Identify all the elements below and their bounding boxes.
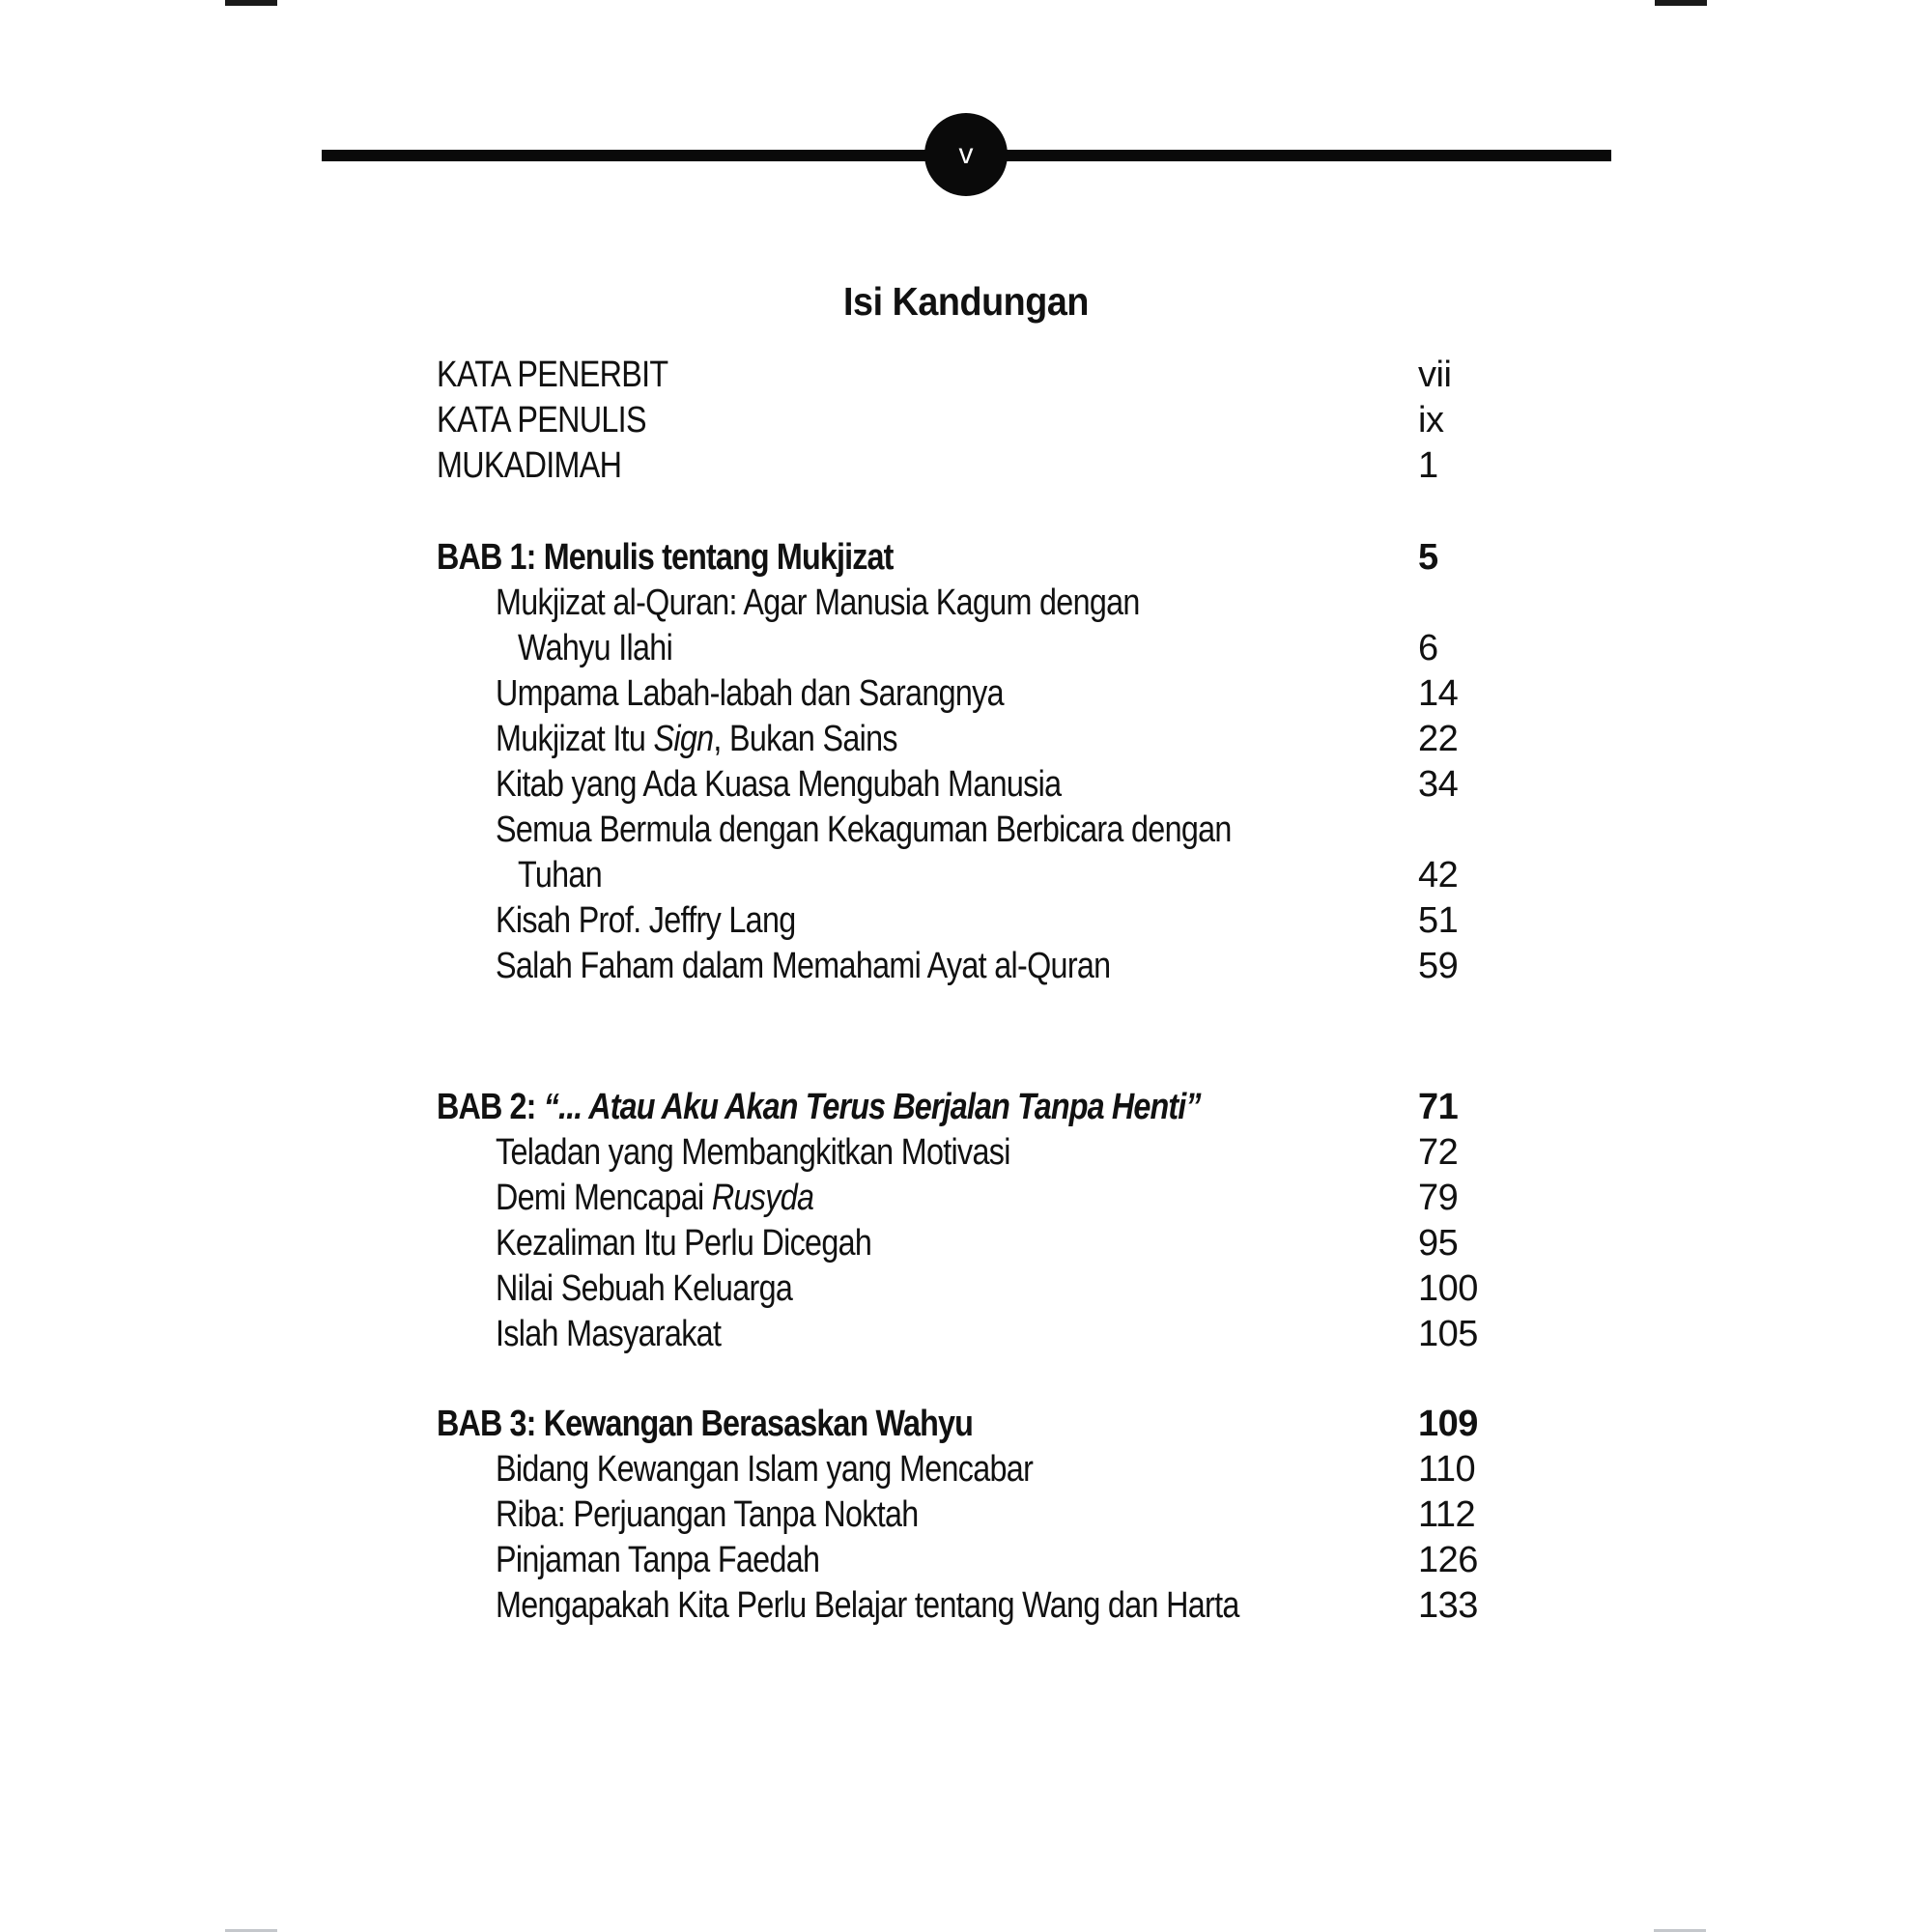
page-edge-mark-top-left xyxy=(225,0,277,6)
toc-entry xyxy=(437,1447,1577,1492)
toc-entry-text: Salah Faham dalam Memahami Ayat al-Quran xyxy=(496,946,1111,986)
toc-entry xyxy=(437,581,1577,626)
toc-entry xyxy=(437,671,1577,717)
chapter-block xyxy=(437,1085,1577,1357)
toc-page-number: 112 xyxy=(1418,1494,1476,1535)
toc-entry-text: BAB 1: Menulis tentang Mukjizat xyxy=(437,537,894,578)
front-matter-section xyxy=(437,353,1577,489)
toc-page-number: 105 xyxy=(1418,1314,1478,1354)
chapter-heading xyxy=(437,535,1577,581)
page-number-badge xyxy=(924,113,1008,196)
toc-entry xyxy=(437,898,1577,944)
toc-page-number: 42 xyxy=(1418,855,1459,895)
toc-page-number: 110 xyxy=(1418,1449,1476,1490)
toc-entry-text: Rusyda xyxy=(711,1178,814,1218)
toc-entry-text: , Bukan Sains xyxy=(713,719,897,759)
toc-entry xyxy=(437,944,1577,989)
toc-entry-text: Pinjaman Tanpa Faedah xyxy=(496,1540,820,1580)
toc-entry xyxy=(437,1538,1577,1583)
toc-entry xyxy=(437,1130,1577,1176)
toc-entry-text: BAB 3: Kewangan Berasaskan Wahyu xyxy=(437,1404,973,1444)
toc-entry-text: “... Atau Aku Akan Terus Berjalan Tanpa Henti” xyxy=(543,1087,1201,1127)
toc-page-number: 34 xyxy=(1418,764,1459,805)
toc-entry-text: KATA PENULIS xyxy=(437,400,646,440)
toc-entry-text: Tuhan xyxy=(518,855,602,895)
toc-entry xyxy=(437,808,1577,853)
toc-entry xyxy=(437,1492,1577,1538)
toc-page-number: 51 xyxy=(1418,900,1459,941)
toc-entry xyxy=(437,1266,1577,1312)
toc-entry-text: Demi Mencapai xyxy=(496,1178,712,1218)
page-title: Isi Kandungan xyxy=(843,279,1089,325)
toc-page-number: 109 xyxy=(1418,1404,1478,1444)
toc-entry-text: Mengapakah Kita Perlu Belajar tentang Wang dan Harta xyxy=(496,1585,1239,1626)
toc-entry-text: Mukjizat Itu xyxy=(496,719,654,759)
toc-list xyxy=(437,353,1577,1629)
toc-entry xyxy=(437,853,1577,898)
page-edge-mark-top-right xyxy=(1655,0,1707,6)
toc-page-number: 100 xyxy=(1418,1268,1478,1309)
toc-entry xyxy=(437,1176,1577,1221)
toc-entry-text: Wahyu Ilahi xyxy=(518,628,673,668)
toc-page-number: 22 xyxy=(1418,719,1459,759)
toc-entry xyxy=(437,1312,1577,1357)
toc-entry-text: Islah Masyarakat xyxy=(496,1314,722,1354)
toc-entry-text: Umpama Labah-labah dan Sarangnya xyxy=(496,673,1004,714)
toc-page-number: 79 xyxy=(1418,1178,1459,1218)
toc-page-number: 133 xyxy=(1418,1585,1478,1626)
toc-entry-text: Teladan yang Membangkitkan Motivasi xyxy=(496,1132,1010,1173)
toc-entry-text: Kezaliman Itu Perlu Dicegah xyxy=(496,1223,872,1264)
toc-entry-text: Sign xyxy=(653,719,714,759)
toc-entry xyxy=(437,717,1577,762)
page-number: v xyxy=(958,138,974,170)
toc-entry-text: Nilai Sebuah Keluarga xyxy=(496,1268,793,1309)
chapter-heading xyxy=(437,1085,1577,1130)
toc-entry-text: Mukjizat al-Quran: Agar Manusia Kagum dengan xyxy=(496,582,1140,623)
toc-page-number: 6 xyxy=(1418,628,1438,668)
toc-page-number: 59 xyxy=(1418,946,1459,986)
toc-page-number: ix xyxy=(1418,400,1444,440)
toc-page-number: 95 xyxy=(1418,1223,1459,1264)
toc-entry xyxy=(437,762,1577,808)
toc-entry xyxy=(437,1583,1577,1629)
toc-entry-text: Semua Bermula dengan Kekaguman Berbicara dengan xyxy=(496,810,1232,850)
toc-page-number: 71 xyxy=(1418,1087,1459,1127)
chapter-block xyxy=(437,535,1577,989)
toc-entry-text: MUKADIMAH xyxy=(437,445,622,486)
toc-page-number: 14 xyxy=(1418,673,1459,714)
toc-entry-text: BAB 2: xyxy=(437,1087,544,1127)
toc-entry-text: Bidang Kewangan Islam yang Mencabar xyxy=(496,1449,1034,1490)
toc-page-number: 5 xyxy=(1418,537,1438,578)
toc-page-number: 126 xyxy=(1418,1540,1478,1580)
toc-entry-text: KATA PENERBIT xyxy=(437,355,668,395)
toc-entry-text: Riba: Perjuangan Tanpa Noktah xyxy=(496,1494,919,1535)
front-matter-entry xyxy=(437,398,1577,443)
chapters-section xyxy=(437,535,1577,1629)
toc-entry xyxy=(437,1221,1577,1266)
toc-entry xyxy=(437,626,1577,671)
toc-entry-text: Kitab yang Ada Kuasa Mengubah Manusia xyxy=(496,764,1062,805)
chapter-heading xyxy=(437,1402,1577,1447)
chapter-block xyxy=(437,1402,1577,1629)
front-matter-entry xyxy=(437,443,1577,489)
front-matter-entry xyxy=(437,353,1577,398)
toc-page-number: vii xyxy=(1418,355,1452,395)
toc-page-number: 1 xyxy=(1418,445,1438,486)
toc-page-number: 72 xyxy=(1418,1132,1459,1173)
toc-entry-text: Kisah Prof. Jeffry Lang xyxy=(496,900,796,941)
